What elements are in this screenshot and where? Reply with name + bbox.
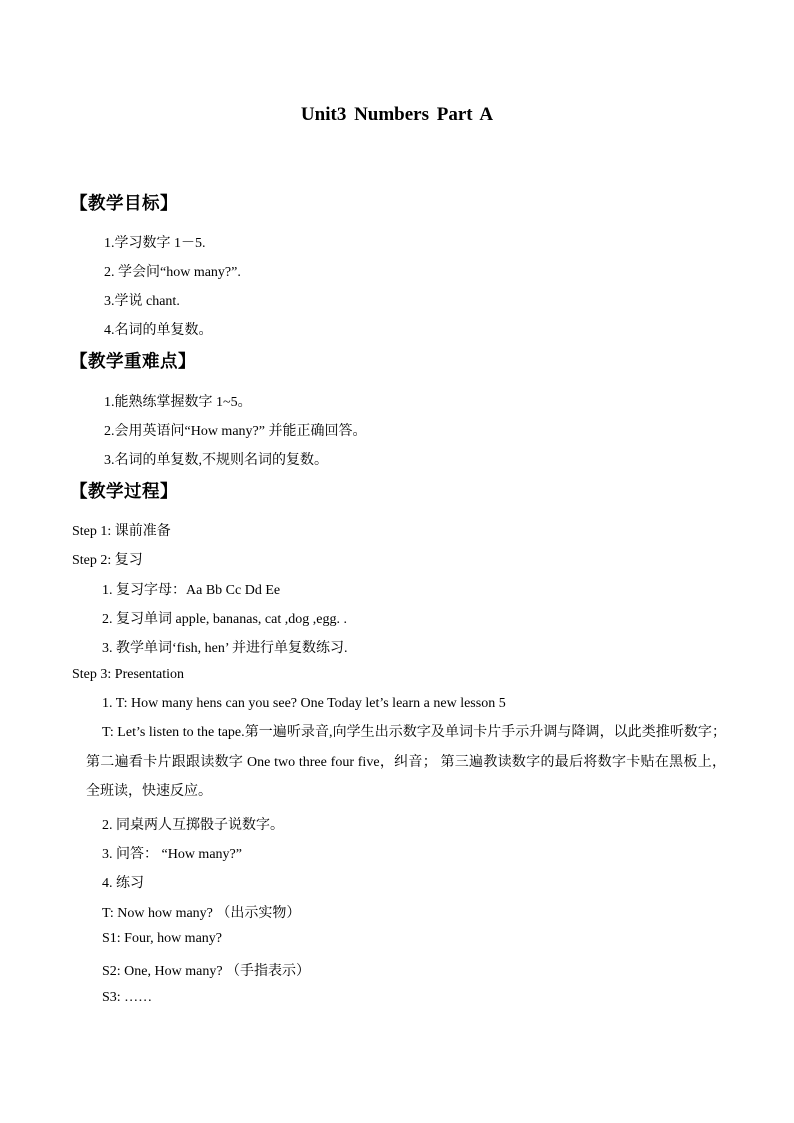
dialogue-teacher: T: Now how many? （出示实物） — [102, 906, 301, 921]
objective-item-1: 1.学习数字 1－5. — [104, 236, 206, 251]
step3-paragraph: T: Let’s listen to the tape.第一遍听录音,向学生出示数字及单词卡片手示升调与降调，以此类推听数字；第二遍看卡片跟跟读数字 One two three four five，纠音； 第三遍教读数字的最后将数字卡贴在黑板上，全班读，快速反应。 — [86, 725, 726, 799]
objective-item-4: 4.名词的单复数。 — [104, 323, 213, 338]
key-point-item-3: 3.名词的单复数,不规则名词的复数。 — [104, 453, 328, 468]
key-point-item-1: 1.能熟练掌握数字 1~5。 — [104, 395, 252, 410]
step3-item-2: 2. 同桌两人互掷骰子说数字。 — [102, 818, 284, 833]
step-1: Step 1: 课前准备 — [72, 524, 171, 539]
dialogue-s1: S1: Four, how many? — [102, 931, 222, 946]
objective-item-2: 2. 学会问“how many?”. — [104, 265, 241, 280]
document-title: Unit3 Numbers Part A — [300, 104, 494, 125]
heading-key-points: 【教学重难点】 — [70, 352, 196, 372]
key-point-item-2: 2.会用英语问“How many?” 并能正确回答。 — [104, 424, 367, 439]
step3-item-4: 4. 练习 — [102, 876, 144, 891]
step2-item-1: 1. 复习字母：Aa Bb Cc Dd Ee — [102, 583, 281, 598]
step2-item-2: 2. 复习单词 apple, bananas, cat ,dog ,egg. . — [102, 612, 347, 627]
objective-item-3: 3.学说 chant. — [104, 294, 180, 309]
step2-item-3: 3. 教学单词‘fish, hen’ 并进行单复数练习. — [102, 641, 348, 656]
heading-objectives: 【教学目标】 — [70, 194, 178, 214]
step-3: Step 3: Presentation — [72, 667, 184, 682]
dialogue-s2: S2: One, How many? （手指表示） — [102, 964, 311, 979]
dialogue-s3: S3: …… — [102, 990, 153, 1005]
step-2: Step 2: 复习 — [72, 553, 143, 568]
heading-process: 【教学过程】 — [70, 482, 178, 502]
step3-item-3: 3. 问答： “How many?” — [102, 847, 242, 862]
step3-item-1: 1. T: How many hens can you see? One Today let’s learn a new lesson 5 — [102, 696, 506, 711]
